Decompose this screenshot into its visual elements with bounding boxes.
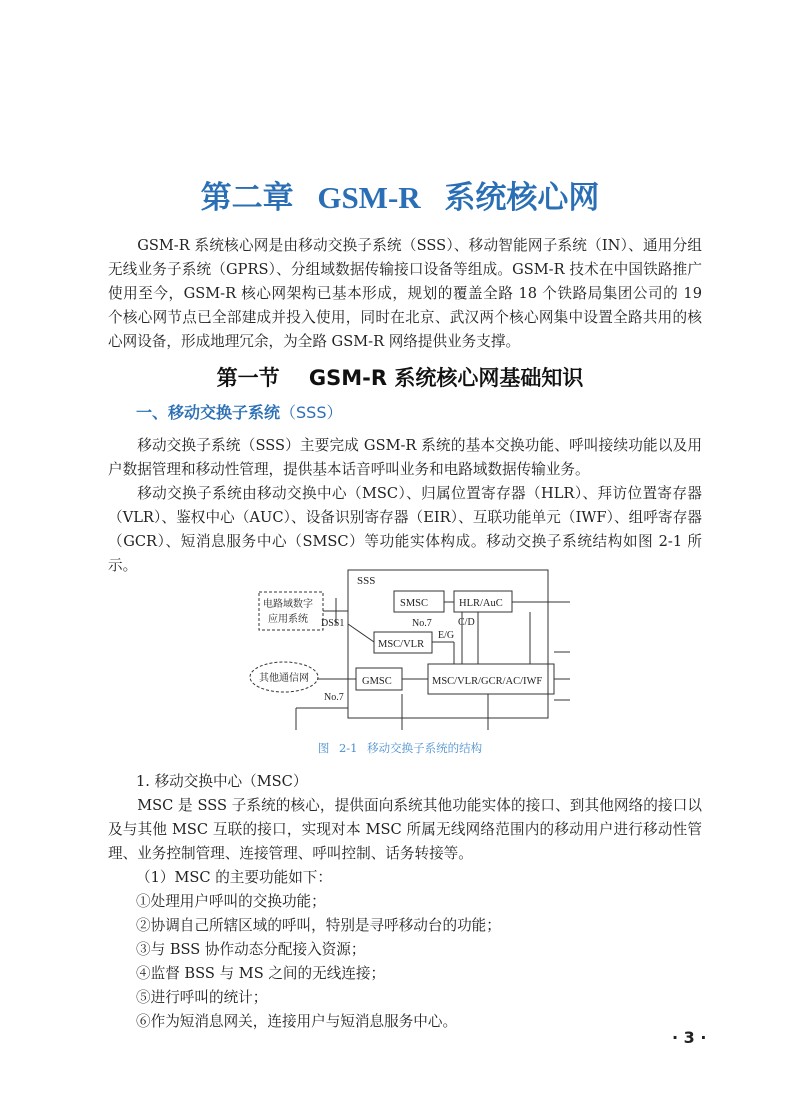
item-1-title: 1. 移动交换中心（MSC） bbox=[136, 773, 308, 790]
subsection-abbr: （SSS） bbox=[280, 403, 343, 422]
section-label: 第一节 bbox=[216, 366, 280, 390]
label-sss: SSS bbox=[357, 575, 376, 587]
label-dss1: DSS1 bbox=[321, 618, 345, 629]
chapter-label: 第二章 bbox=[200, 180, 294, 215]
label-smsc: SMSC bbox=[400, 598, 429, 609]
label-no7-bottom: No.7 bbox=[324, 692, 344, 703]
label-cd: C/D bbox=[458, 617, 475, 628]
caption-number: 图 2-1 bbox=[317, 741, 358, 755]
sss-paragraph-2: 移动交换子系统由移动交换中心（MSC）、归属位置寄存器（HLR）、拜访位置寄存器（VLR）、鉴权中心（AUC）、设备识别寄存器（EIR）、互联功能单元（IWF）、组呼寄存器（GCR）、短消息服务中心（SMSC）等功能实体构成。移动交换子系统结构如图 2-1 所示。 bbox=[108, 485, 702, 574]
label-hlr: HLR/AuC bbox=[459, 598, 503, 609]
section-name: GSM-R 系统核心网基础知识 bbox=[308, 366, 584, 390]
function-item: ③与 BSS 协作动态分配接入资源； bbox=[136, 941, 366, 958]
label-circuit-line2: 应用系统 bbox=[268, 614, 308, 625]
page-number: · 3 · bbox=[672, 1028, 707, 1047]
subsection-title: 一、移动交换子系统 bbox=[136, 403, 281, 422]
label-other-net: 其他通信网 bbox=[259, 673, 309, 684]
functions-title: （1）MSC 的主要功能如下： bbox=[136, 869, 332, 886]
function-item: ②协调自己所辖区域的呼叫，特别是寻呼移动台的功能； bbox=[136, 917, 501, 934]
label-circuit-line1: 电路域数字 bbox=[263, 599, 313, 610]
label-msc-vlr: MSC/VLR bbox=[378, 639, 425, 650]
function-item: ⑤进行呼叫的统计； bbox=[136, 989, 268, 1006]
function-item: ①处理用户呼叫的交换功能； bbox=[136, 893, 326, 910]
sss-paragraph-1: 移动交换子系统（SSS）主要完成 GSM-R 系统的基本交换功能、呼叫接续功能以及用户数据管理和移动性管理，提供基本话音呼叫业务和电路域数据传输业务。 bbox=[108, 437, 702, 478]
label-msc-full: MSC/VLR/GCR/AC/IWF bbox=[432, 676, 543, 687]
caption-text: 移动交换子系统的结构 bbox=[367, 741, 483, 755]
figure-caption bbox=[0, 740, 800, 756]
label-no7-top: No.7 bbox=[412, 618, 432, 629]
label-eg: E/G bbox=[438, 630, 455, 641]
label-gmsc: GMSC bbox=[362, 676, 392, 687]
function-item: ④监督 BSS 与 MS 之间的无线连接； bbox=[136, 965, 386, 982]
msc-paragraph: MSC 是 SSS 子系统的核心，提供面向系统其他功能实体的接口、到其他网络的接口以及与其他 MSC 互联的接口，实现对本 MSC 所属无线网络范围内的移动用户进行移动性管理、业务控制管理、连接管理、呼叫控制、话务转接等。 bbox=[108, 797, 702, 862]
intro-paragraph: GSM-R 系统核心网是由移动交换子系统（SSS）、移动智能网子系统（IN）、通用分组无线业务子系统（GPRS）、分组域数据传输接口设备等组成。GSM-R 技术在中国铁路推广使用至今，GSM-R 核心网架构已基本形成，规划的覆盖全路 18 个铁路局集团公司的 19 个核心网节点已全部建成并投入使用，同时在北京、武汉两个核心网集中设置全路共用的核心网设备，形成地理冗余，为全路 GSM-R 网络提供业务支撑。 bbox=[108, 237, 702, 350]
function-item: ⑥作为短消息网关，连接用户与短消息服务中心。 bbox=[136, 1013, 458, 1030]
chapter-name: GSM-R 系统核心网 bbox=[317, 180, 600, 215]
